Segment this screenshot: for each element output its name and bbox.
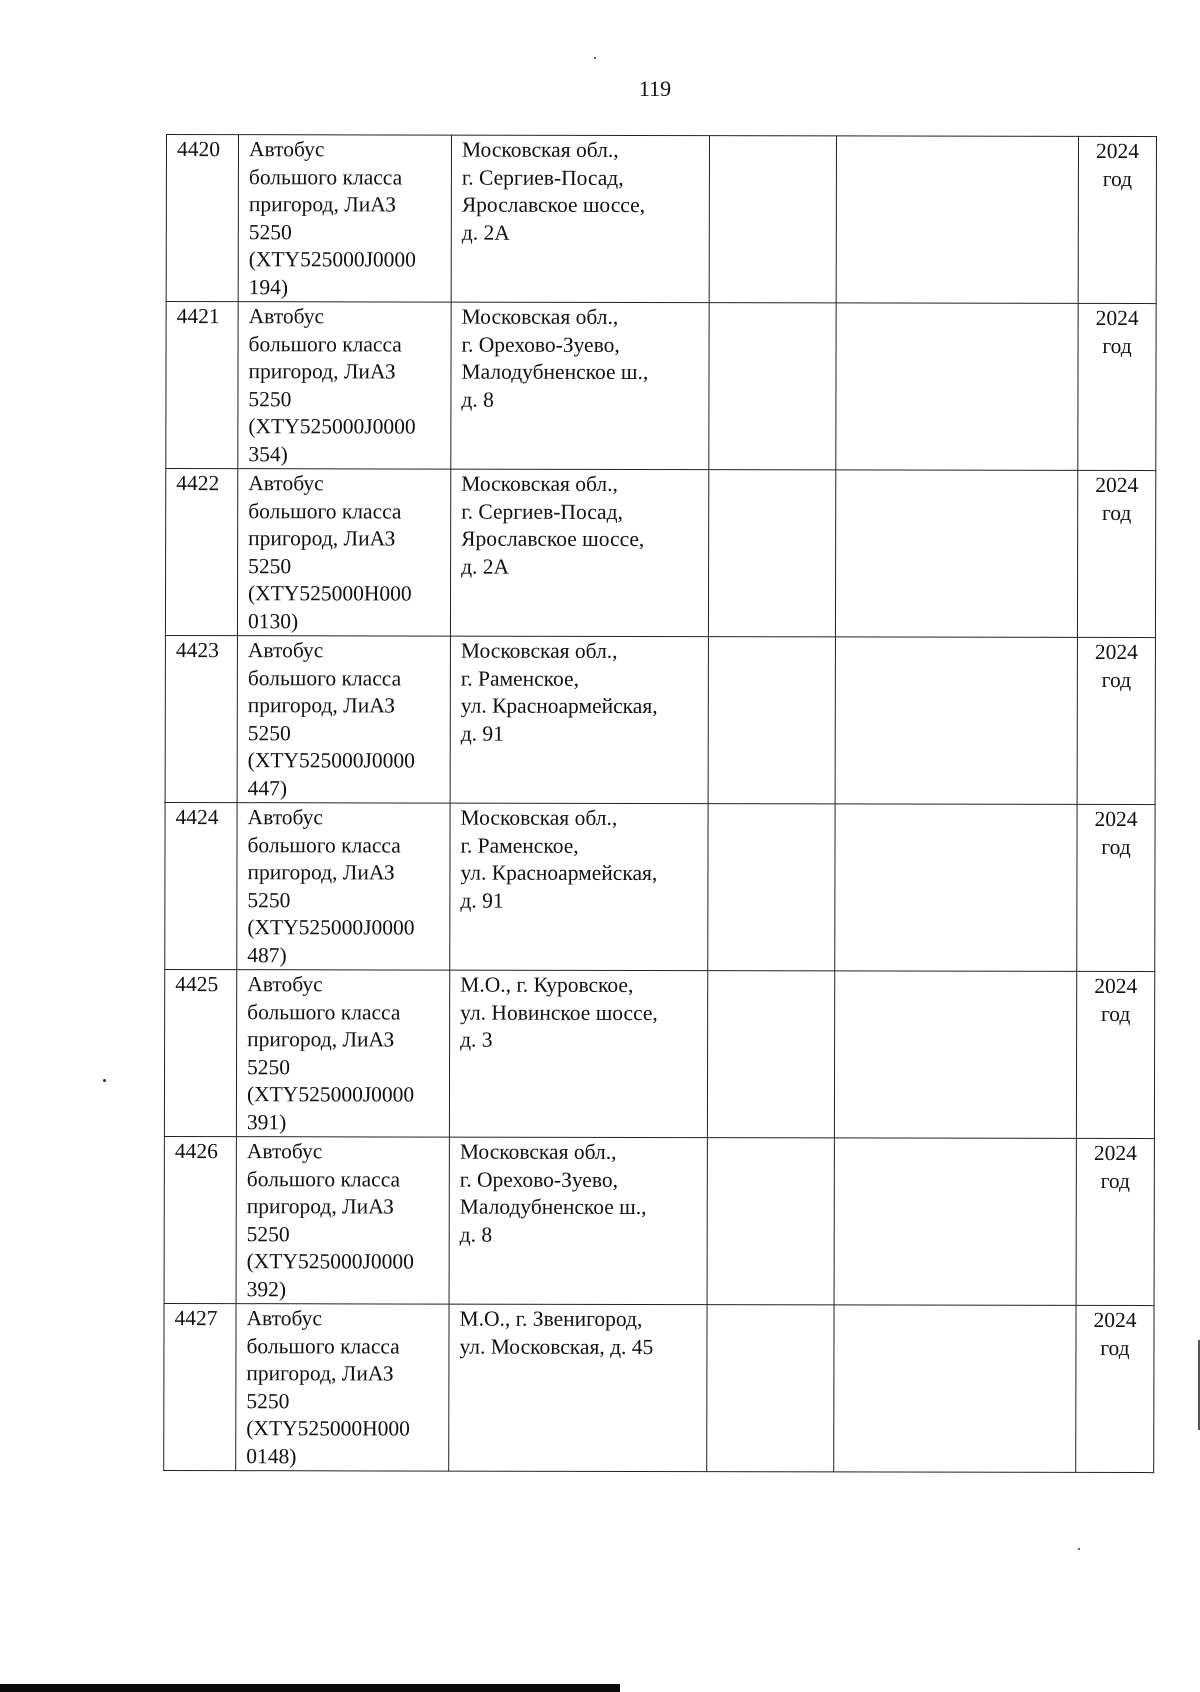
empty-cell [708,804,835,971]
empty-cell [835,470,1077,638]
vehicle-name: Автобус большого класса пригород, ЛиАЗ 5250 (XTY525000J0000 447) [237,636,450,803]
vehicle-name: Автобус большого класса пригород, ЛиАЗ 5250 (XTY525000J0000 392) [236,1137,449,1304]
vehicle-name: Автобус большого класса пригород, ЛиАЗ 5250 (XTY525000J0000 354) [238,302,451,469]
row-number: 4426 [164,1136,236,1303]
vehicle-address: Московская обл., г. Сергиев-Посад, Ярославское шоссе, д. 2А [450,469,708,637]
vehicle-name: Автобус большого класса пригород, ЛиАЗ 5250 (XTY525000J0000 194) [238,135,451,302]
table-row [166,135,1156,304]
year-cell: 2024 год [1078,136,1156,303]
scan-bottom-bar [0,1684,620,1692]
vehicle-name: Автобус большого класса пригород, ЛиАЗ 5250 (XTY525000H000 0148) [236,1304,449,1471]
table-row [164,969,1154,1138]
empty-cell [707,1138,834,1305]
row-number: 4422 [165,469,237,636]
year-cell: 2024 год [1077,470,1155,637]
empty-cell [836,136,1078,304]
row-number: 4424 [165,802,237,969]
table-row [166,302,1156,471]
empty-cell [707,1305,834,1472]
empty-cell [707,971,834,1138]
scan-speck [1078,1548,1080,1550]
empty-cell [708,637,835,804]
empty-cell [709,303,836,470]
vehicle-table [163,134,1157,1473]
empty-cell [834,1138,1076,1306]
empty-cell [835,804,1077,972]
table-row [165,802,1155,971]
table-row [164,1303,1154,1472]
vehicle-name: Автобус большого класса пригород, ЛиАЗ 5250 (XTY525000J0000 487) [237,803,450,970]
empty-cell [834,971,1076,1139]
vehicle-name: Автобус большого класса пригород, ЛиАЗ 5250 (XTY525000H000 0130) [237,469,450,636]
page-number: 119 [638,76,672,101]
year-cell: 2024 год [1077,637,1155,804]
row-number: 4425 [164,969,236,1136]
vehicle-address: Московская обл., г. Орехово-Зуево, Малодубненское ш., д. 8 [451,302,709,470]
row-number: 4420 [166,135,238,302]
empty-cell [834,1305,1076,1473]
year-cell: 2024 год [1076,971,1154,1138]
empty-cell [835,637,1077,805]
empty-cell [709,136,836,303]
vehicle-address: Московская обл., г. Орехово-Зуево, Малодубненское ш., д. 8 [449,1137,707,1305]
row-number: 4421 [166,302,238,469]
row-number: 4423 [165,635,237,802]
table-row [165,469,1155,638]
table-row [165,635,1155,804]
table-row [164,1136,1154,1305]
empty-cell [708,470,835,637]
vehicle-address: Московская обл., г. Сергиев-Посад, Ярославское шоссе, д. 2А [451,135,709,303]
vehicle-address: М.О., г. Звенигород, ул. Московская, д. 45 [449,1304,707,1472]
year-cell: 2024 год [1078,303,1156,470]
year-cell: 2024 год [1077,804,1155,971]
scan-speck [594,57,596,59]
year-cell: 2024 год [1076,1138,1154,1305]
vehicle-address: М.О., г. Куровское, ул. Новинское шоссе, д. 3 [449,970,707,1138]
vehicle-address: Московская обл., г. Раменское, ул. Красноармейская, д. 91 [450,636,708,804]
vehicle-name: Автобус большого класса пригород, ЛиАЗ 5250 (XTY525000J0000 391) [236,970,449,1137]
year-cell: 2024 год [1076,1305,1154,1472]
vehicle-address: Московская обл., г. Раменское, ул. Красноармейская, д. 91 [450,803,708,971]
empty-cell [836,303,1078,471]
scan-speck [103,1079,106,1082]
row-number: 4427 [164,1303,236,1470]
